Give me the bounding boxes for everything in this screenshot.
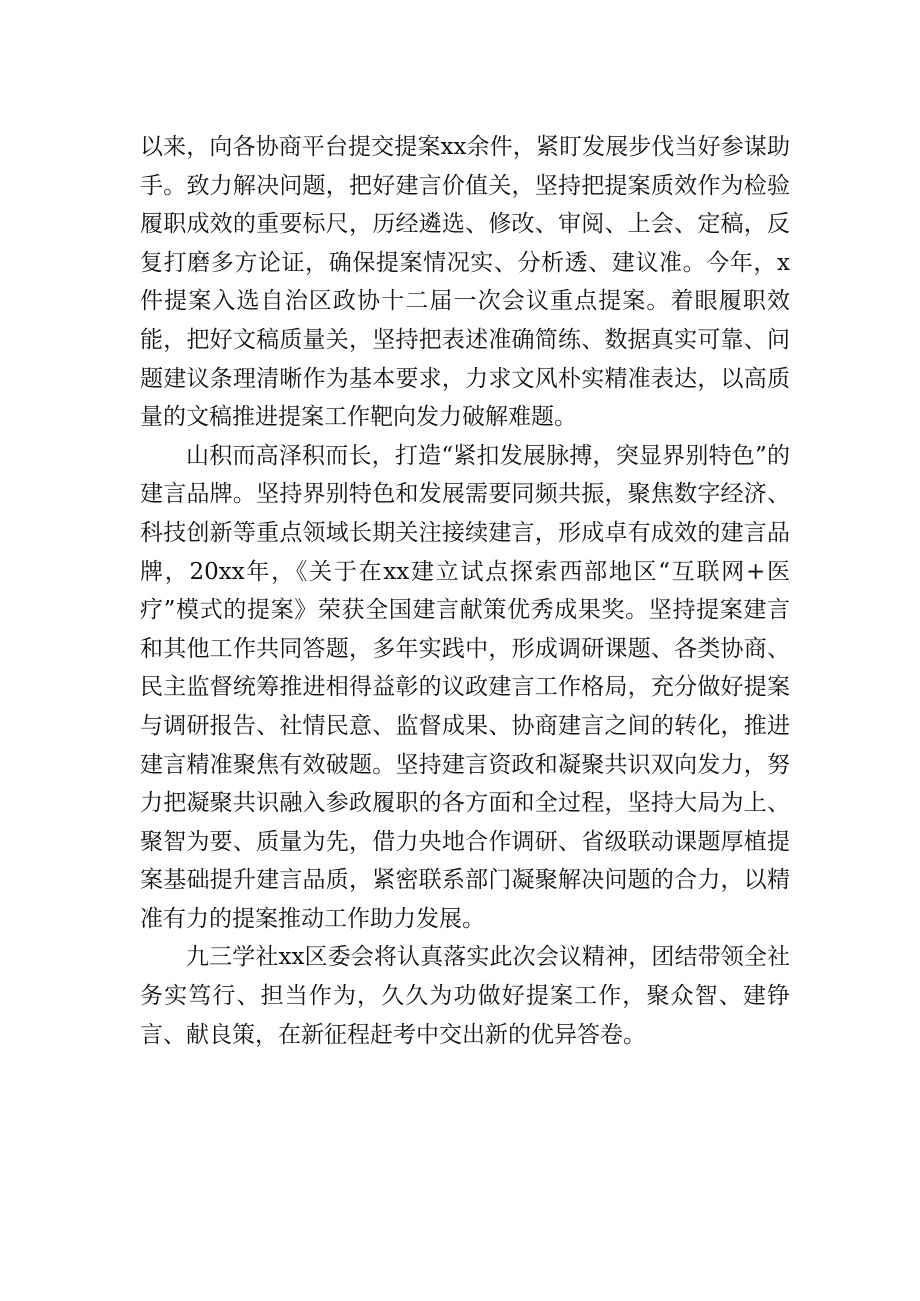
- document-body: [140, 128, 790, 1054]
- paragraph-3: 九三学社xx区委会将认真落实此次会议精神，团结带领全社务实笃行、担当作为，久久为功做好提案工作，聚众智、建铮言、献良策，在新征程赶考中交出新的优异答卷。: [140, 944, 790, 1048]
- paragraph-2: 山积而高泽积而长，打造“紧扣发展脉搏，突显界别特色”的建言品牌。坚持界别特色和发展需要同频共振，聚焦数字经济、科技创新等重点领域长期关注接续建言，形成卓有成效的建言品牌，20xx年，《关于在xx建立试点探索西部地区“互联网+医疗”模式的提案》荣获全国建言献策优秀成果奖。坚持提案建言和其他工作共同答题，多年实践中，形成调研课题、各类协商、民主监督统筹推进相得益彰的议政建言工作格局，充分做好提案与调研报告、社情民意、监督成果、协商建言之间的转化，推进建言精准聚焦有效破题。坚持建言资政和凝聚共识双向发力，努力把凝聚共识融入参政履职的各方面和全过程，坚持大局为上、聚智为要、质量为先，借力央地合作调研、省级联动课题厚植提案基础提升建言品质，紧密联系部门凝聚解决问题的合力，以精准有力的提案推动工作助力发展。: [140, 442, 790, 932]
- paragraph-1: 以来，向各协商平台提交提案xx余件，紧盯发展步伐当好参谋助手。致力解决问题，把好建言价值关，坚持把提案质效作为检验履职成效的重要标尺，历经遴选、修改、审阅、上会、定稿，反复打磨多方论证，确保提案情况实、分析透、建议准。今年，x件提案入选自治区政协十二届一次会议重点提案。着眼履职效能，把好文稿质量关，坚持把表述准确简练、数据真实可靠、问题建议条理清晰作为基本要求，力求文风朴实精准表达，以高质量的文稿推进提案工作靶向发力破解难题。: [140, 134, 790, 431]
